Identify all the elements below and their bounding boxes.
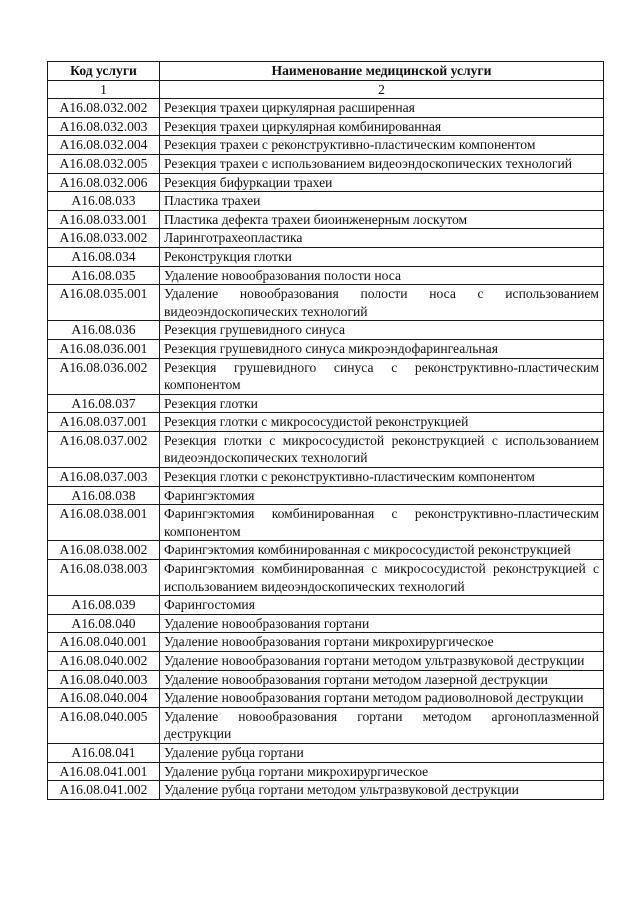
service-code: A16.08.032.002 — [48, 99, 160, 118]
document-page — [47, 61, 603, 800]
service-name: Резекция грушевидного синуса — [160, 321, 604, 340]
service-name: Резекция глотки — [160, 394, 604, 413]
service-code: A16.08.036.002 — [48, 358, 160, 394]
service-name: Фарингэктомия — [160, 486, 604, 505]
service-name: Резекция глотки с микрососудистой реконструкцией с использованием видеоэндоскопических технологий — [160, 431, 604, 467]
service-name: Пластика дефекта трахеи биоинженерным лоскутом — [160, 210, 604, 229]
table-row — [48, 358, 604, 394]
service-name: Резекция трахеи с использованием видеоэндоскопических технологий — [160, 154, 604, 173]
table-row — [48, 339, 604, 358]
column-number-1: 1 — [48, 80, 160, 99]
table-row — [48, 468, 604, 487]
header-row — [48, 62, 604, 81]
service-name: Удаление новообразования гортани методом ультразвуковой деструкции — [160, 652, 604, 671]
service-name: Фарингэктомия комбинированная с микрососудистой реконструкцией — [160, 541, 604, 560]
table-row — [48, 633, 604, 652]
header-service-code: Код услуги — [48, 62, 160, 81]
column-number-2: 2 — [160, 80, 604, 99]
service-code: A16.08.040.005 — [48, 707, 160, 743]
table-row — [48, 596, 604, 615]
service-code: A16.08.033.001 — [48, 210, 160, 229]
table-row — [48, 541, 604, 560]
service-name: Удаление рубца гортани методом ультразвуковой деструкции — [160, 781, 604, 800]
service-code: A16.08.038.002 — [48, 541, 160, 560]
service-code: A16.08.039 — [48, 596, 160, 615]
service-name: Резекция трахеи циркулярная расширенная — [160, 99, 604, 118]
table-row — [48, 285, 604, 321]
service-code: A16.08.035 — [48, 266, 160, 285]
service-code: A16.08.037.003 — [48, 468, 160, 487]
table-row — [48, 781, 604, 800]
service-name: Фарингэктомия комбинированная с реконструктивно-пластическим компонентом — [160, 505, 604, 541]
service-code: A16.08.036.001 — [48, 339, 160, 358]
table-row — [48, 266, 604, 285]
service-code: A16.08.032.005 — [48, 154, 160, 173]
table-row — [48, 614, 604, 633]
service-name: Удаление рубца гортани — [160, 743, 604, 762]
service-name: Реконструкция глотки — [160, 247, 604, 266]
table-row — [48, 707, 604, 743]
table-row — [48, 486, 604, 505]
table-row — [48, 762, 604, 781]
service-code: A16.08.038.001 — [48, 505, 160, 541]
service-code: A16.08.040.004 — [48, 689, 160, 708]
service-code: A16.08.037.002 — [48, 431, 160, 467]
service-name: Резекция бифуркации трахеи — [160, 173, 604, 192]
service-code: A16.08.034 — [48, 247, 160, 266]
table-row — [48, 652, 604, 671]
service-code: A16.08.037 — [48, 394, 160, 413]
service-name: Пластика трахеи — [160, 192, 604, 211]
service-code: A16.08.041.001 — [48, 762, 160, 781]
table-row — [48, 117, 604, 136]
table-row — [48, 505, 604, 541]
service-code: A16.08.040 — [48, 614, 160, 633]
service-code: A16.08.040.002 — [48, 652, 160, 671]
service-code: A16.08.041.002 — [48, 781, 160, 800]
table-row — [48, 743, 604, 762]
service-code: A16.08.041 — [48, 743, 160, 762]
table-row — [48, 431, 604, 467]
service-code: A16.08.037.001 — [48, 413, 160, 432]
service-name: Удаление новообразования гортани методом радиоволновой деструкции — [160, 689, 604, 708]
service-name: Удаление новообразования гортани микрохирургическое — [160, 633, 604, 652]
service-name: Резекция грушевидного синуса с реконструктивно-пластическим компонентом — [160, 358, 604, 394]
service-name: Удаление новообразования полости носа — [160, 266, 604, 285]
service-name: Резекция трахеи циркулярная комбинированная — [160, 117, 604, 136]
table-header — [48, 62, 604, 81]
service-name: Удаление новообразования гортани методом аргоноплазменной деструкции — [160, 707, 604, 743]
service-code: A16.08.036 — [48, 321, 160, 340]
table-row — [48, 173, 604, 192]
service-code: A16.08.033 — [48, 192, 160, 211]
service-name: Резекция глотки с микрососудистой реконструкцией — [160, 413, 604, 432]
table-body — [48, 80, 604, 799]
service-name: Удаление новообразования гортани методом лазерной деструкции — [160, 670, 604, 689]
service-code: A16.08.032.004 — [48, 136, 160, 155]
column-number-row — [48, 80, 604, 99]
service-code: A16.08.040.003 — [48, 670, 160, 689]
medical-services-table — [47, 61, 604, 800]
service-name: Резекция трахеи с реконструктивно-пластическим компонентом — [160, 136, 604, 155]
table-row — [48, 229, 604, 248]
table-row — [48, 154, 604, 173]
service-name: Удаление новообразования гортани — [160, 614, 604, 633]
service-code: A16.08.038.003 — [48, 560, 160, 596]
service-code: A16.08.032.006 — [48, 173, 160, 192]
table-row — [48, 210, 604, 229]
table-row — [48, 99, 604, 118]
service-code: A16.08.035.001 — [48, 285, 160, 321]
service-name: Резекция глотки с реконструктивно-пластическим компонентом — [160, 468, 604, 487]
table-row — [48, 689, 604, 708]
service-name: Удаление новообразования полости носа с использованием видеоэндоскопических технологий — [160, 285, 604, 321]
service-code: A16.08.040.001 — [48, 633, 160, 652]
header-service-name: Наименование медицинской услуги — [160, 62, 604, 81]
service-name: Удаление рубца гортани микрохирургическое — [160, 762, 604, 781]
table-row — [48, 192, 604, 211]
service-code: A16.08.033.002 — [48, 229, 160, 248]
service-name: Фарингостомия — [160, 596, 604, 615]
table-row — [48, 394, 604, 413]
table-row — [48, 413, 604, 432]
table-row — [48, 560, 604, 596]
service-code: A16.08.038 — [48, 486, 160, 505]
table-row — [48, 247, 604, 266]
table-row — [48, 136, 604, 155]
service-name: Ларинготрахеопластика — [160, 229, 604, 248]
service-name: Фарингэктомия комбинированная с микрососудистой реконструкцией с использованием видеоэндоскопических технологий — [160, 560, 604, 596]
service-name: Резекция грушевидного синуса микроэндофарингеальная — [160, 339, 604, 358]
table-row — [48, 321, 604, 340]
table-row — [48, 670, 604, 689]
service-code: A16.08.032.003 — [48, 117, 160, 136]
